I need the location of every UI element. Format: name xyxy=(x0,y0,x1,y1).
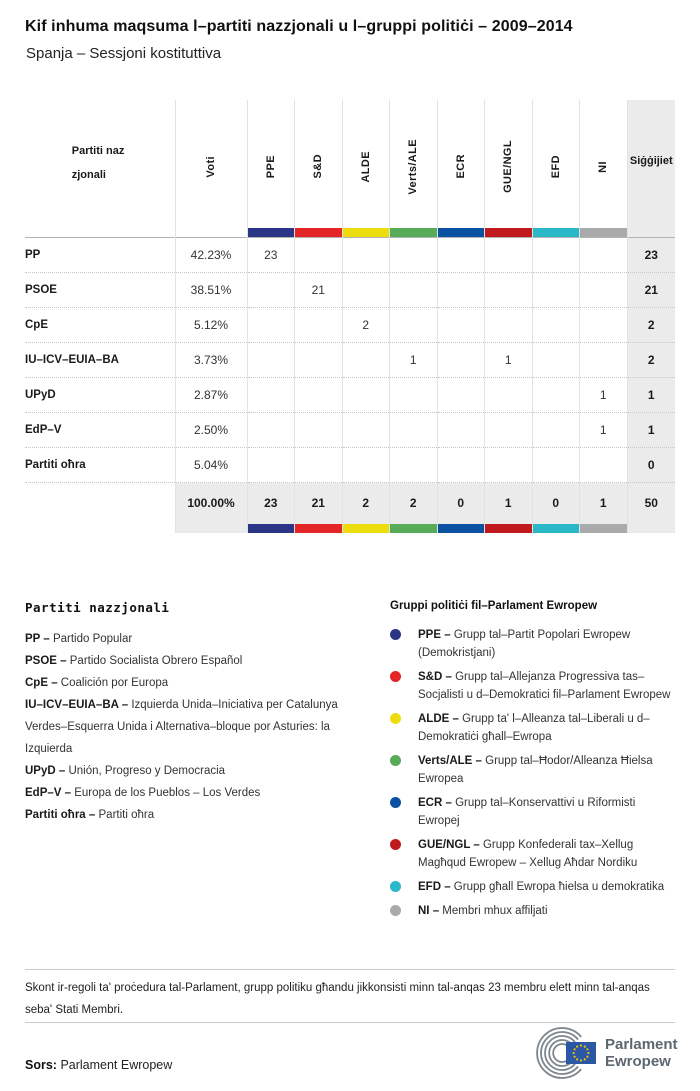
source-label: Sors: xyxy=(25,1058,57,1072)
total-seat-cell: 23 xyxy=(247,483,295,524)
seat-cell xyxy=(342,413,390,448)
seat-cell xyxy=(247,448,295,483)
seat-cell xyxy=(390,273,438,308)
seat-cell xyxy=(247,343,295,378)
logo-text-line1: Parlament xyxy=(605,1036,678,1053)
group-color-bar-row-bottom xyxy=(25,524,675,533)
seat-cell xyxy=(437,238,485,273)
seat-cell xyxy=(437,378,485,413)
group-legend-item: S&D – Grupp tal–Allejanza Progressiva tas–Socjalisti u d–Demokratici fil–Parlament Ewropew xyxy=(390,668,675,704)
seat-cell xyxy=(532,343,580,378)
group-column-header-ni: NI xyxy=(597,160,610,173)
voti-value: 5.04% xyxy=(175,448,247,483)
group-color-dot xyxy=(390,713,401,724)
divider-line xyxy=(25,1022,675,1023)
seat-cell: 2 xyxy=(342,308,390,343)
seat-cell xyxy=(295,343,343,378)
total-seat-cell: 1 xyxy=(485,483,533,524)
row-total: 0 xyxy=(627,448,675,483)
voti-value: 2.50% xyxy=(175,413,247,448)
group-color-bar xyxy=(295,524,343,533)
seat-cell: 1 xyxy=(390,343,438,378)
party-name: PP xyxy=(25,238,175,273)
party-name: EdP–V xyxy=(25,413,175,448)
group-color-bar xyxy=(580,524,628,533)
seat-cell xyxy=(342,448,390,483)
group-color-dot xyxy=(390,797,401,808)
seat-cell xyxy=(532,413,580,448)
seat-cell xyxy=(532,273,580,308)
seat-cell xyxy=(342,343,390,378)
total-seat-cell: 2 xyxy=(342,483,390,524)
seat-cell xyxy=(580,343,628,378)
row-total: 1 xyxy=(627,413,675,448)
seat-cell xyxy=(485,238,533,273)
group-legend-item: ECR – Grupp tal–Konservattivi u Riformisti Ewropej xyxy=(390,794,675,830)
seat-cell xyxy=(295,308,343,343)
seat-cell xyxy=(485,378,533,413)
source-value: Parlament Ewropew xyxy=(60,1058,173,1072)
seat-cell xyxy=(532,308,580,343)
group-color-bar xyxy=(532,228,580,238)
total-seat-cell: 21 xyxy=(295,483,343,524)
group-color-bar xyxy=(342,524,390,533)
seat-cell xyxy=(390,378,438,413)
row-total: 1 xyxy=(627,378,675,413)
group-legend-item: PPE – Grupp tal–Partit Popolari Ewropew (Demokristjani) xyxy=(390,626,675,662)
group-column-header-ppe: PPE xyxy=(264,154,277,179)
total-seat-cell: 1 xyxy=(580,483,628,524)
seat-cell xyxy=(437,273,485,308)
seat-cell xyxy=(437,343,485,378)
group-color-bar xyxy=(437,228,485,238)
group-color-dot xyxy=(390,881,401,892)
party-legend-item: CpE – Coalición por Europa xyxy=(25,677,169,689)
seat-cell xyxy=(295,448,343,483)
seat-cell xyxy=(580,308,628,343)
logo-text-line2: Ewropew xyxy=(605,1053,671,1070)
seat-cell xyxy=(485,308,533,343)
groups-legend-heading: Gruppi politiċi fil–Parlament Ewropew xyxy=(390,600,598,612)
seat-cell: 1 xyxy=(485,343,533,378)
party-name: Partiti oħra xyxy=(25,448,175,483)
group-legend-item: EFD – Grupp għall Ewropa ħielsa u demokratika xyxy=(390,878,675,896)
page-subtitle: Spanja – Sessjoni kostituttiva xyxy=(26,45,222,62)
seat-cell xyxy=(247,378,295,413)
voti-column-header: Voti xyxy=(205,155,217,178)
table-row xyxy=(25,308,675,343)
voti-value: 3.73% xyxy=(175,343,247,378)
voti-value: 38.51% xyxy=(175,273,247,308)
parties-legend-heading: Partiti nazzjonali xyxy=(25,600,170,615)
group-color-dot xyxy=(390,629,401,640)
group-color-bar xyxy=(485,228,533,238)
group-color-dot xyxy=(390,839,401,850)
party-name: PSOE xyxy=(25,273,175,308)
seat-cell xyxy=(532,238,580,273)
seat-cell xyxy=(485,448,533,483)
group-column-header-sd: S&D xyxy=(312,154,325,179)
seat-cell xyxy=(437,448,485,483)
seat-cell: 23 xyxy=(247,238,295,273)
parliament-logo xyxy=(531,1024,678,1082)
seat-cell: 1 xyxy=(580,378,628,413)
party-legend-item: IU–ICV–EUIA–BA – Izquierda Unida–Iniciativa per Catalunya Verdes–Esquerra Unida i Alternativa–bloque por Asturies: la Izquierda xyxy=(25,699,338,755)
row-total: 2 xyxy=(627,308,675,343)
row-total: 21 xyxy=(627,273,675,308)
total-seat-cell: 0 xyxy=(532,483,580,524)
group-color-bar xyxy=(247,524,295,533)
seat-cell xyxy=(390,413,438,448)
party-legend-item: PSOE – Partido Socialista Obrero Español xyxy=(25,655,243,667)
group-color-bar xyxy=(295,228,343,238)
table-row xyxy=(25,273,675,308)
legend-section xyxy=(25,600,675,926)
table-row xyxy=(25,448,675,483)
seat-cell xyxy=(437,413,485,448)
seat-cell xyxy=(342,378,390,413)
seat-cell: 21 xyxy=(295,273,343,308)
group-color-bar xyxy=(390,524,438,533)
table-total-row xyxy=(25,483,675,524)
seat-cell xyxy=(580,238,628,273)
group-color-bar xyxy=(390,228,438,238)
group-color-dot xyxy=(390,905,401,916)
table-row xyxy=(25,378,675,413)
party-name: CpE xyxy=(25,308,175,343)
party-legend-item: PP – Partido Popular xyxy=(25,633,133,645)
group-color-bar xyxy=(485,524,533,533)
footnote-text: Skont ir-regoli ta' proċedura tal-Parlament, grupp politiku għandu jikkonsisti minn tal-anqas 23 membru elett minn tal-anqas seba' Stati Membri. xyxy=(25,982,650,1016)
seat-cell xyxy=(247,308,295,343)
seat-cell: 1 xyxy=(580,413,628,448)
row-total: 2 xyxy=(627,343,675,378)
seats-table xyxy=(25,100,675,533)
table-row xyxy=(25,238,675,273)
party-name: UPyD xyxy=(25,378,175,413)
seat-cell xyxy=(580,448,628,483)
seat-cell xyxy=(247,273,295,308)
group-legend-item: NI – Membri mhux affiljati xyxy=(390,902,675,920)
group-column-header-alde: ALDE xyxy=(359,150,372,183)
seat-cell xyxy=(437,308,485,343)
national-parties-legend xyxy=(25,600,377,926)
seat-cell xyxy=(390,308,438,343)
party-column-header: Partiti nazzjonali xyxy=(71,145,125,181)
seat-cell xyxy=(532,448,580,483)
grand-total: 50 xyxy=(627,483,675,524)
total-seat-cell: 2 xyxy=(390,483,438,524)
political-groups-legend xyxy=(390,600,675,926)
group-legend-item: GUE/NGL – Grupp Konfederali tax–Xellug Magħqud Ewropew – Xellug Aħdar Nordiku xyxy=(390,836,675,872)
group-legend-item: ALDE – Grupp ta' l–Alleanza tal–Liberali u d–Demokratiċi għall–Ewropa xyxy=(390,710,675,746)
group-color-bar xyxy=(580,228,628,238)
group-column-header-ecr: ECR xyxy=(454,154,467,179)
voti-value: 5.12% xyxy=(175,308,247,343)
group-column-header-efd: EFD xyxy=(549,154,562,179)
row-total: 23 xyxy=(627,238,675,273)
seat-cell xyxy=(295,378,343,413)
group-color-bar xyxy=(247,228,295,238)
total-seat-cell: 0 xyxy=(437,483,485,524)
seat-cell xyxy=(580,273,628,308)
group-column-header-gue: GUE/NGL xyxy=(502,140,515,193)
seat-cell xyxy=(485,413,533,448)
voti-value: 42.23% xyxy=(175,238,247,273)
group-color-bar-row xyxy=(25,228,675,238)
seat-cell xyxy=(390,448,438,483)
seat-cell xyxy=(295,413,343,448)
party-legend-item: Partiti oħra – Partiti oħra xyxy=(25,809,155,821)
divider-line xyxy=(25,969,675,970)
logo-text xyxy=(605,1036,678,1070)
seat-cell xyxy=(342,273,390,308)
seat-cell xyxy=(485,273,533,308)
voti-value: 2.87% xyxy=(175,378,247,413)
seat-cell xyxy=(342,238,390,273)
group-color-bar xyxy=(342,228,390,238)
group-column-header-verts: Verts/ALE xyxy=(407,138,420,195)
group-legend-item: Verts/ALE – Grupp tal–Ħodor/Alleanza Ħielsa Ewropea xyxy=(390,752,675,788)
table-row xyxy=(25,343,675,378)
seat-cell xyxy=(390,238,438,273)
party-legend-item: EdP–V – Europa de los Pueblos – Los Verdes xyxy=(25,787,261,799)
seats-column-header: Siġġijiet xyxy=(629,155,673,167)
hemicycle-icon xyxy=(531,1024,597,1082)
total-voti: 100.00% xyxy=(175,483,247,524)
table-header-row xyxy=(25,100,675,228)
party-name: IU–ICV–EUIA–BA xyxy=(25,343,175,378)
seat-cell xyxy=(532,378,580,413)
party-legend-item: UPyD – Unión, Progreso y Democracia xyxy=(25,765,226,777)
group-color-bar xyxy=(437,524,485,533)
group-color-bar xyxy=(532,524,580,533)
seat-cell xyxy=(295,238,343,273)
source-line xyxy=(25,1058,172,1072)
group-color-dot xyxy=(390,671,401,682)
page-title: Kif inhuma maqsuma l–partiti nazzjonali u l–gruppi politiċi – 2009–2014 xyxy=(25,18,573,35)
table-row xyxy=(25,413,675,448)
seat-cell xyxy=(247,413,295,448)
group-color-dot xyxy=(390,755,401,766)
